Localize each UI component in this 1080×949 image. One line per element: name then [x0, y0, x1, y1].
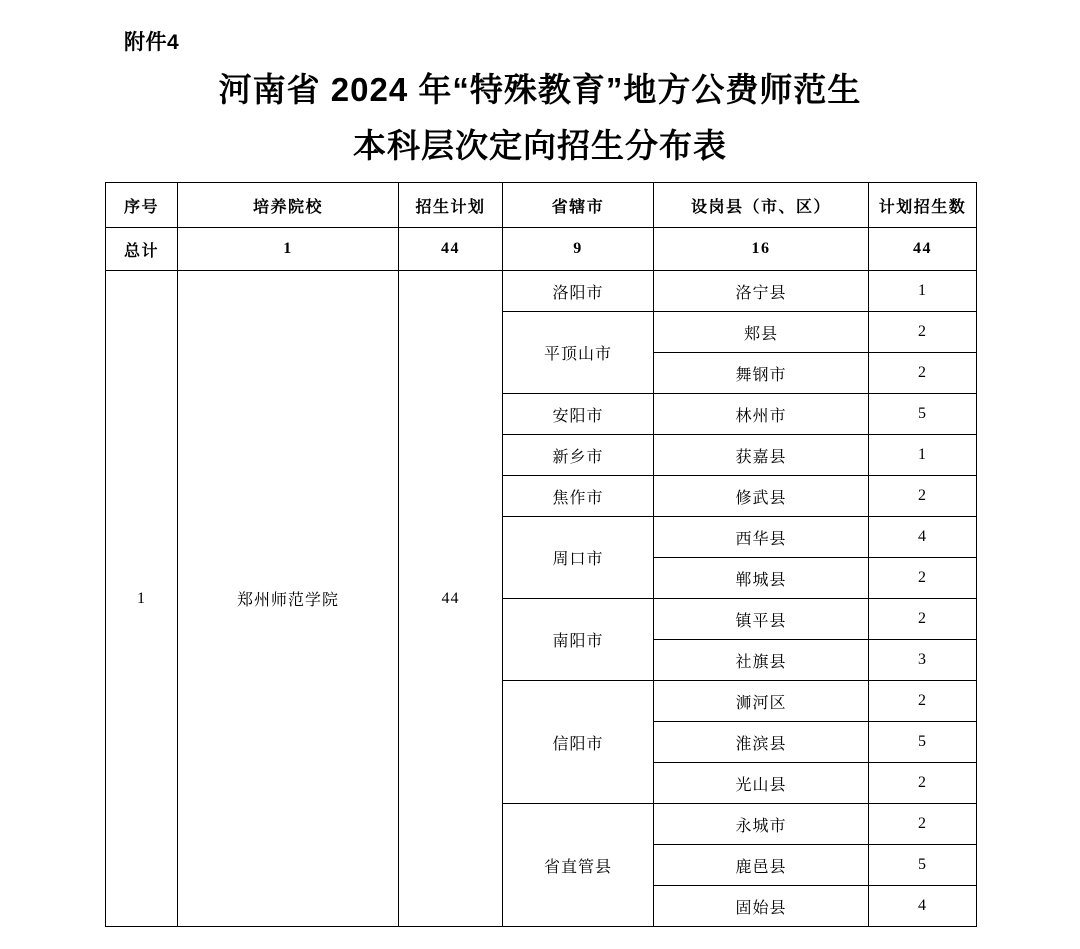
distribution-table-container [105, 182, 976, 927]
col-header-county: 设岗县（市、区） [654, 183, 869, 228]
table-header-row [106, 183, 977, 228]
cell-county: 光山县 [654, 763, 869, 804]
page-title-line-2: 本科层次定向招生分布表 [353, 127, 727, 164]
page-title-line-1: 河南省 2024 年“特殊教育”地方公费师范生 [218, 71, 862, 108]
cell-count: 2 [869, 476, 977, 517]
cell-county: 郏县 [654, 312, 869, 353]
cell-count: 1 [869, 435, 977, 476]
cell-county: 固始县 [654, 886, 869, 927]
total-cities: 9 [503, 228, 654, 271]
cell-count: 5 [869, 394, 977, 435]
cell-seq: 1 [106, 271, 178, 927]
total-plan: 44 [399, 228, 503, 271]
cell-city: 安阳市 [503, 394, 654, 435]
cell-city: 焦作市 [503, 476, 654, 517]
cell-count: 2 [869, 681, 977, 722]
cell-count: 2 [869, 599, 977, 640]
total-schools: 1 [178, 228, 399, 271]
col-header-seq: 序号 [106, 183, 178, 228]
cell-county: 镇平县 [654, 599, 869, 640]
cell-county: 西华县 [654, 517, 869, 558]
cell-count: 1 [869, 271, 977, 312]
cell-city: 南阳市 [503, 599, 654, 681]
page-title [0, 62, 1080, 174]
cell-count: 4 [869, 886, 977, 927]
total-count: 44 [869, 228, 977, 271]
col-header-plan: 招生计划 [399, 183, 503, 228]
total-counties: 16 [654, 228, 869, 271]
cell-county: 修武县 [654, 476, 869, 517]
attachment-label: 附件4 [124, 31, 180, 54]
cell-city: 新乡市 [503, 435, 654, 476]
cell-count: 2 [869, 312, 977, 353]
col-header-school: 培养院校 [178, 183, 399, 228]
cell-count: 3 [869, 640, 977, 681]
cell-county: 郸城县 [654, 558, 869, 599]
col-header-city: 省辖市 [503, 183, 654, 228]
cell-county: 鹿邑县 [654, 845, 869, 886]
col-header-count: 计划招生数 [869, 183, 977, 228]
cell-county: 淮滨县 [654, 722, 869, 763]
distribution-table [105, 182, 977, 927]
cell-county: 浉河区 [654, 681, 869, 722]
cell-count: 2 [869, 353, 977, 394]
cell-city: 周口市 [503, 517, 654, 599]
cell-count: 5 [869, 722, 977, 763]
cell-count: 5 [869, 845, 977, 886]
cell-count: 2 [869, 804, 977, 845]
table-row [106, 271, 977, 312]
cell-count: 4 [869, 517, 977, 558]
cell-county: 社旗县 [654, 640, 869, 681]
cell-city: 平顶山市 [503, 312, 654, 394]
cell-county: 林州市 [654, 394, 869, 435]
cell-school: 郑州师范学院 [178, 271, 399, 927]
table-header [106, 183, 977, 228]
cell-city: 省直管县 [503, 804, 654, 927]
cell-county: 获嘉县 [654, 435, 869, 476]
cell-county: 舞钢市 [654, 353, 869, 394]
cell-count: 2 [869, 558, 977, 599]
cell-city: 洛阳市 [503, 271, 654, 312]
cell-count: 2 [869, 763, 977, 804]
total-label: 总计 [106, 228, 178, 271]
table-body [106, 228, 977, 927]
cell-city: 信阳市 [503, 681, 654, 804]
cell-county: 永城市 [654, 804, 869, 845]
table-total-row [106, 228, 977, 271]
cell-plan: 44 [399, 271, 503, 927]
cell-county: 洛宁县 [654, 271, 869, 312]
